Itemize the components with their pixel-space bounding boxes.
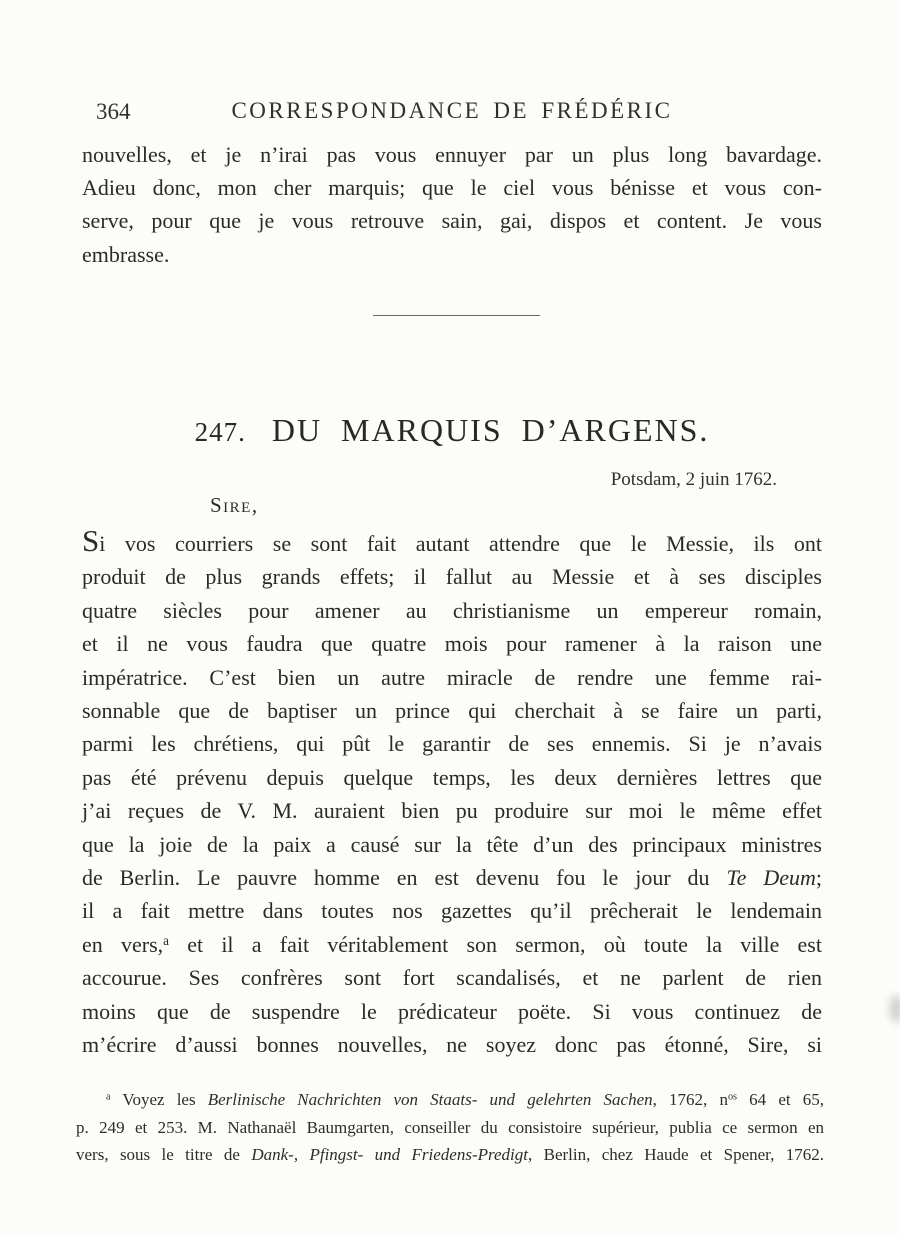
footnote xyxy=(76,1086,824,1169)
dateline: Potsdam, 2 juin 1762. xyxy=(610,469,777,490)
text-line xyxy=(82,661,822,694)
text-line xyxy=(76,1114,824,1142)
text-line xyxy=(82,694,822,727)
text-segment: parmi les chrétiens, qui pût le garantir de ses ennemis. Si je n’avais xyxy=(82,731,822,757)
text-segment: Voyez les xyxy=(110,1090,208,1109)
text-line xyxy=(82,861,822,894)
letter-title: DU MARQUIS D’ARGENS. xyxy=(271,412,710,448)
text-segment: et il ne vous faudra que quatre mois pour ramener à la raison une xyxy=(82,631,822,657)
italic-text: Te Deum xyxy=(726,865,816,891)
text-segment: Adieu donc, mon cher marquis; que le ciel vous bénisse et vous con- xyxy=(82,175,822,201)
text-line xyxy=(82,204,822,237)
text-line xyxy=(82,560,822,593)
text-segment: i vos courriers se sont fait autant attendre que le Messie, ils ont xyxy=(99,531,822,556)
page-header xyxy=(82,98,822,126)
text-line xyxy=(82,1028,822,1061)
text-line xyxy=(82,995,822,1028)
text-line xyxy=(82,171,822,204)
text-segment: produit de plus grands effets; il fallut au Messie et à ses disciples xyxy=(82,564,822,590)
text-line xyxy=(82,894,822,927)
text-segment: serve, pour que je vous retrouve sain, gai, dispos et content. Je vous xyxy=(82,208,822,234)
italic-text: Dank-, Pfingst- und Friedens-Predigt xyxy=(251,1145,528,1164)
text-segment: ; xyxy=(815,865,822,891)
salutation: Sire, xyxy=(210,493,259,517)
superscript-mark: a xyxy=(163,932,169,948)
text-segment: sonnable que de baptiser un prince qui cherchait à se faire un parti, xyxy=(82,698,822,724)
scan-smudge-artifact xyxy=(889,995,900,1023)
text-segment: 64 et 65, xyxy=(737,1090,824,1109)
superscript-mark: a xyxy=(106,1091,111,1103)
superscript-mark: os xyxy=(727,1091,738,1103)
letter-heading xyxy=(82,412,822,449)
text-segment: de Berlin. Le pauvre homme en est devenu fou le jour du xyxy=(82,865,727,891)
page-number: 364 xyxy=(96,99,131,124)
text-segment: m’écrire d’aussi bonnes nouvelles, ne soyez donc pas étonné, Sire, si xyxy=(82,1032,822,1058)
text-segment: et il a fait véritablement son sermon, où toute la ville est xyxy=(169,931,822,957)
text-segment: , Berlin, chez Haude et Spener, 1762. xyxy=(528,1145,825,1164)
text-segment: accourue. Ses confrères sont fort scandalisés, et ne parlent de rien xyxy=(82,965,822,991)
text-segment: impératrice. C’est bien un autre miracle de rendre une femme rai- xyxy=(82,664,822,690)
letter-body xyxy=(82,523,822,1062)
previous-letter-closing-paragraph xyxy=(82,138,822,271)
text-segment: en vers, xyxy=(82,931,164,957)
initial-capital: S xyxy=(82,523,100,558)
text-segment: nouvelles, et je n’irai pas vous ennuyer par un plus long bavardage. xyxy=(82,142,822,167)
text-line xyxy=(82,594,822,627)
text-line xyxy=(82,238,822,271)
text-line xyxy=(82,828,822,861)
text-line xyxy=(82,523,822,560)
text-segment: il a fait mettre dans toutes nos gazettes qu’il prêcherait le lendemain xyxy=(82,898,822,924)
text-segment: p. 249 et 253. M. Nathanaël Baumgarten, conseiller du consistoire supérieur, publia ce sermon en xyxy=(76,1117,824,1137)
text-line xyxy=(82,761,822,794)
text-segment: que la joie de la paix a causé sur la tête d’un des principaux ministres xyxy=(82,831,822,857)
text-segment: pas été prévenu depuis quelque temps, les deux dernières lettres que xyxy=(82,764,822,790)
text-line xyxy=(82,627,822,660)
section-divider-rule xyxy=(373,315,540,316)
italic-text: Berlinische Nachrichten von Staats- und gelehrten Sachen xyxy=(207,1090,653,1109)
text-line xyxy=(82,794,822,827)
text-segment: vers, sous le titre de xyxy=(76,1145,252,1164)
letter-number: 247. xyxy=(194,417,246,447)
text-segment: j’ai reçues de V. M. auraient bien pu produire sur moi le même effet xyxy=(82,798,822,824)
text-segment: moins que de suspendre le prédicateur poëte. Si vous continuez de xyxy=(82,998,822,1024)
text-line xyxy=(76,1141,824,1169)
text-segment: , 1762, n xyxy=(652,1090,728,1109)
text-segment: embrasse. xyxy=(82,241,170,267)
text-line xyxy=(82,727,822,760)
text-line xyxy=(82,961,822,994)
text-segment: quatre siècles pour amener au christianisme un empereur romain, xyxy=(82,597,822,623)
text-line xyxy=(76,1086,824,1114)
text-line xyxy=(82,138,822,171)
running-title: CORRESPONDANCE DE FRÉDÉRIC xyxy=(231,98,673,123)
text-line xyxy=(82,928,822,961)
